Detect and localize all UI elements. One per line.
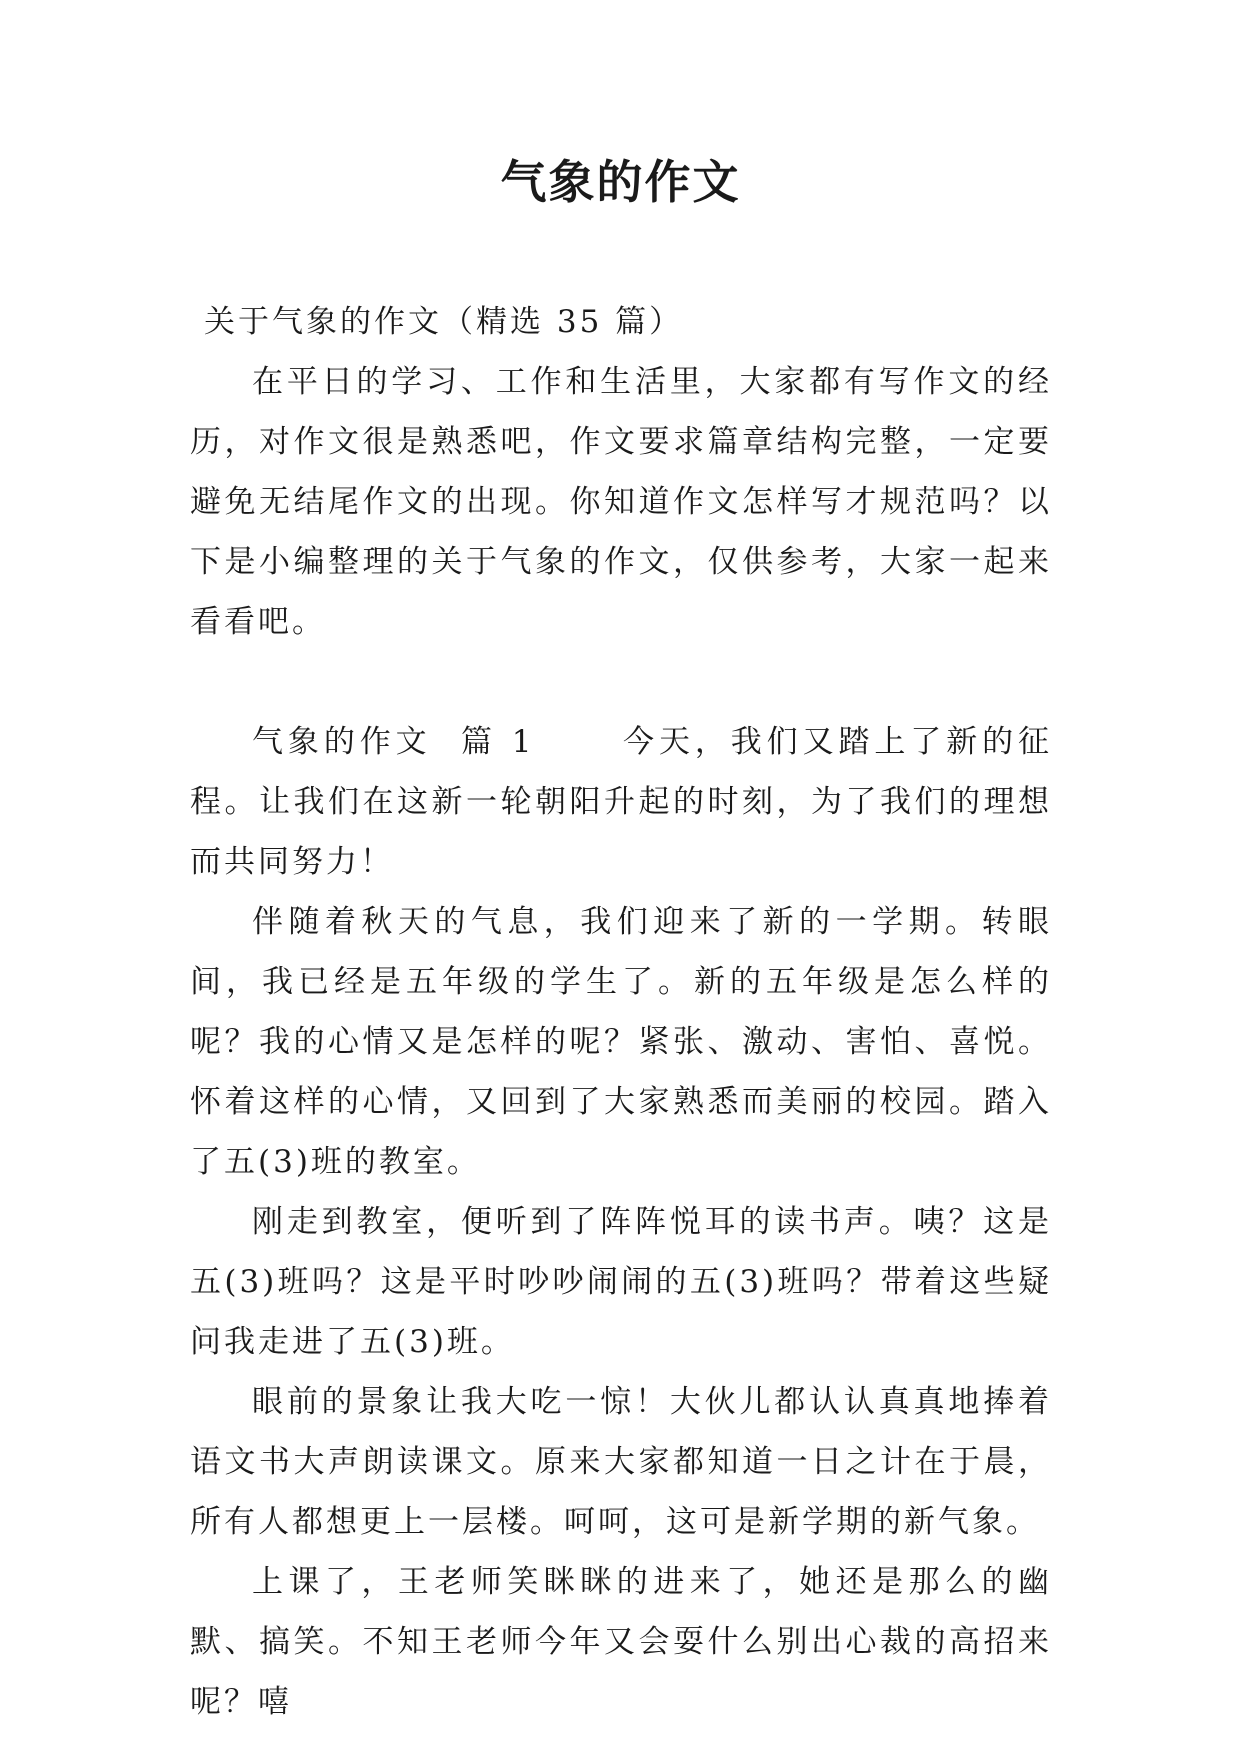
section-1-heading: 气象的作文 篇 1 <box>252 724 535 760</box>
document-title: 气象的作文 <box>500 155 741 209</box>
intro-paragraph: 在平日的学习、工作和生活里，大家都有写作文的经历，对作文很是熟悉吧，作文要求篇章结构完整，一定要避免无结尾作文的出现。你知道作文怎样写才规范吗？以下是小编整理的关于气象的作文，仅供参考，大家一起来看看吧。 <box>190 364 1052 640</box>
section-spacer <box>190 652 1052 712</box>
body-paragraph-2: 刚走到教室，便听到了阵阵悦耳的读书声。咦？这是五(3)班吗？这是平时吵吵闹闹的五(3)班吗？带着这些疑问我走进了五(3)班。 <box>190 1204 1052 1360</box>
body-paragraph-4: 上课了，王老师笑眯眯的进来了，她还是那么的幽默、搞笑。不知王老师今年又会耍什么别出心裁的高招来呢？嘻 <box>190 1564 1052 1720</box>
body-paragraph-3: 眼前的景象让我大吃一惊！大伙儿都认认真真地捧着语文书大声朗读课文。原来大家都知道一日之计在于晨，所有人都想更上一层楼。呵呵，这可是新学期的新气象。 <box>190 1384 1052 1540</box>
document-subtitle: 关于气象的作文（精选 35 篇） <box>204 304 684 340</box>
section-1-paragraph <box>190 712 1052 892</box>
section-1-opening: 今天，我们又踏上了新的征程。让我们在这新一轮朝阳升起的时刻，为了我们的理想而共同努力！ <box>190 724 1053 880</box>
body-paragraph-1: 伴随着秋天的气息，我们迎来了新的一学期。转眼间，我已经是五年级的学生了。新的五年级是怎么样的呢？我的心情又是怎样的呢？紧张、激动、害怕、喜悦。怀着这样的心情，又回到了大家熟悉而美丽的校园。踏入了五(3)班的教室。 <box>190 904 1052 1180</box>
document-body <box>190 292 1052 1732</box>
